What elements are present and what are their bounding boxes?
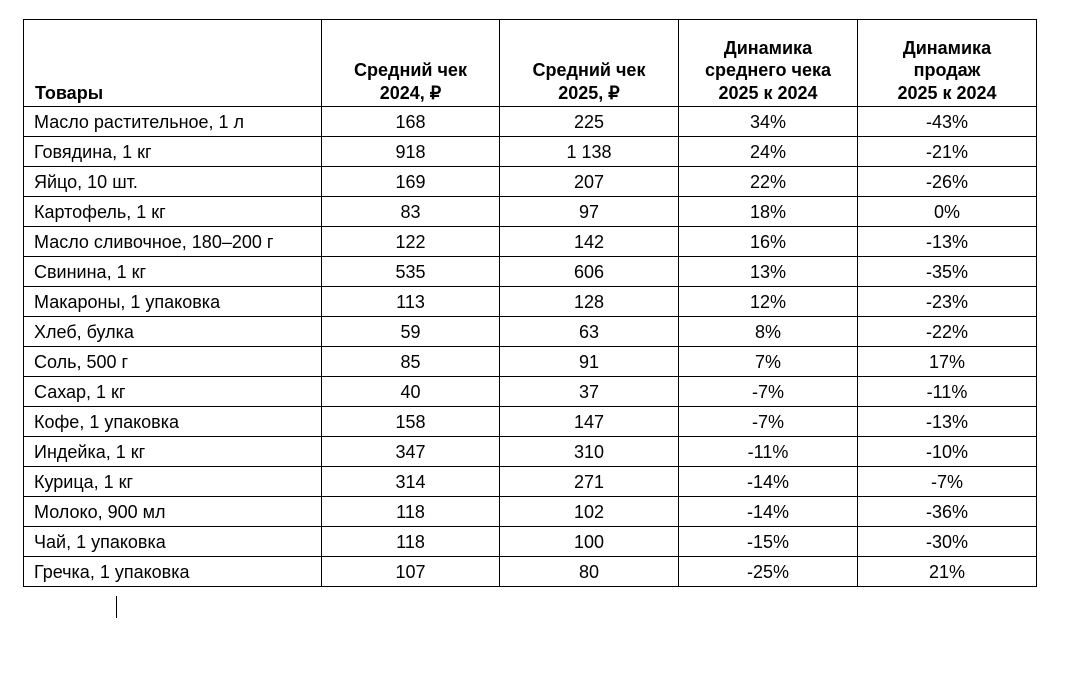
cell-avg-2024[interactable]: 168: [322, 107, 500, 137]
table-row: [24, 107, 1037, 137]
cell-avg-2024[interactable]: 118: [322, 527, 500, 557]
cell-avg-change[interactable]: 13%: [679, 257, 858, 287]
cell-avg-2025[interactable]: 142: [500, 227, 679, 257]
cell-avg-2025[interactable]: 63: [500, 317, 679, 347]
cell-sales-change[interactable]: -21%: [858, 137, 1037, 167]
cell-goods-name[interactable]: Соль, 500 г: [24, 347, 322, 377]
cell-goods-name[interactable]: Масло сливочное, 180–200 г: [24, 227, 322, 257]
cell-avg-change[interactable]: 34%: [679, 107, 858, 137]
cell-avg-2024[interactable]: 83: [322, 197, 500, 227]
header-goods-label: Товары: [35, 82, 104, 103]
cell-sales-change[interactable]: -26%: [858, 167, 1037, 197]
cell-sales-change[interactable]: -11%: [858, 377, 1037, 407]
table-header: [24, 20, 1037, 107]
table-row: [24, 257, 1037, 287]
table-row: [24, 497, 1037, 527]
cell-avg-2025[interactable]: 102: [500, 497, 679, 527]
cell-avg-change[interactable]: 8%: [679, 317, 858, 347]
cell-avg-change[interactable]: 22%: [679, 167, 858, 197]
cell-avg-2025[interactable]: 37: [500, 377, 679, 407]
table-row: [24, 347, 1037, 377]
header-avg-change[interactable]: Динамика среднего чека 2025 к 2024: [679, 20, 858, 107]
cell-sales-change[interactable]: -13%: [858, 227, 1037, 257]
cell-sales-change[interactable]: -22%: [858, 317, 1037, 347]
cell-avg-change[interactable]: -11%: [679, 437, 858, 467]
cell-avg-change[interactable]: -25%: [679, 557, 858, 587]
cell-avg-2025[interactable]: 271: [500, 467, 679, 497]
cell-goods-name[interactable]: Чай, 1 упаковка: [24, 527, 322, 557]
text-cursor: [116, 596, 117, 618]
cell-avg-2024[interactable]: 118: [322, 497, 500, 527]
table-row: [24, 377, 1037, 407]
cell-avg-2024[interactable]: 347: [322, 437, 500, 467]
cell-avg-change[interactable]: -7%: [679, 407, 858, 437]
cell-avg-2024[interactable]: 314: [322, 467, 500, 497]
cell-sales-change[interactable]: -13%: [858, 407, 1037, 437]
cell-avg-change[interactable]: -7%: [679, 377, 858, 407]
cell-avg-2025[interactable]: 147: [500, 407, 679, 437]
cell-goods-name[interactable]: Масло растительное, 1 л: [24, 107, 322, 137]
table-row: [24, 167, 1037, 197]
cell-goods-name[interactable]: Яйцо, 10 шт.: [24, 167, 322, 197]
cell-avg-2024[interactable]: 113: [322, 287, 500, 317]
table-row: [24, 137, 1037, 167]
cell-goods-name[interactable]: Картофель, 1 кг: [24, 197, 322, 227]
cell-avg-change[interactable]: -14%: [679, 467, 858, 497]
cell-goods-name[interactable]: Хлеб, булка: [24, 317, 322, 347]
table-row: [24, 437, 1037, 467]
cell-avg-2024[interactable]: 40: [322, 377, 500, 407]
cell-goods-name[interactable]: Макароны, 1 упаковка: [24, 287, 322, 317]
cell-sales-change[interactable]: -7%: [858, 467, 1037, 497]
table-row: [24, 317, 1037, 347]
price-comparison-table: [23, 19, 1037, 587]
cell-avg-2024[interactable]: 85: [322, 347, 500, 377]
cell-sales-change[interactable]: 0%: [858, 197, 1037, 227]
table-row: [24, 557, 1037, 587]
cell-goods-name[interactable]: Курица, 1 кг: [24, 467, 322, 497]
cell-sales-change[interactable]: -30%: [858, 527, 1037, 557]
cell-goods-name[interactable]: Свинина, 1 кг: [24, 257, 322, 287]
cell-goods-name[interactable]: Гречка, 1 упаковка: [24, 557, 322, 587]
header-sales-change[interactable]: Динамика продаж 2025 к 2024: [858, 20, 1037, 107]
cell-avg-change[interactable]: 16%: [679, 227, 858, 257]
table-row: [24, 467, 1037, 497]
cell-avg-2025[interactable]: 91: [500, 347, 679, 377]
cell-avg-2025[interactable]: 97: [500, 197, 679, 227]
cell-avg-2024[interactable]: 169: [322, 167, 500, 197]
table-row: [24, 227, 1037, 257]
table-row: [24, 407, 1037, 437]
cell-avg-change[interactable]: -15%: [679, 527, 858, 557]
cell-avg-2025[interactable]: 310: [500, 437, 679, 467]
cell-avg-2025[interactable]: 606: [500, 257, 679, 287]
cell-sales-change[interactable]: 17%: [858, 347, 1037, 377]
cell-sales-change[interactable]: -23%: [858, 287, 1037, 317]
cell-avg-2024[interactable]: 918: [322, 137, 500, 167]
cell-sales-change[interactable]: -35%: [858, 257, 1037, 287]
cell-avg-2024[interactable]: 535: [322, 257, 500, 287]
cell-avg-change[interactable]: 12%: [679, 287, 858, 317]
header-goods[interactable]: [24, 20, 322, 107]
cell-avg-change[interactable]: -14%: [679, 497, 858, 527]
cell-avg-2024[interactable]: 107: [322, 557, 500, 587]
header-avg-2025[interactable]: Средний чек 2025, ₽: [500, 20, 679, 107]
cell-avg-2025[interactable]: 80: [500, 557, 679, 587]
cell-avg-2025[interactable]: 207: [500, 167, 679, 197]
table-body: [24, 107, 1037, 587]
cell-avg-2024[interactable]: 122: [322, 227, 500, 257]
cell-avg-2025[interactable]: 128: [500, 287, 679, 317]
cell-goods-name[interactable]: Индейка, 1 кг: [24, 437, 322, 467]
table-row: [24, 197, 1037, 227]
cell-sales-change[interactable]: -36%: [858, 497, 1037, 527]
cell-avg-change[interactable]: 18%: [679, 197, 858, 227]
table-row: [24, 287, 1037, 317]
cell-avg-2025[interactable]: 1 138: [500, 137, 679, 167]
cell-goods-name[interactable]: Кофе, 1 упаковка: [24, 407, 322, 437]
cell-goods-name[interactable]: Говядина, 1 кг: [24, 137, 322, 167]
cell-sales-change[interactable]: -43%: [858, 107, 1037, 137]
cell-sales-change[interactable]: -10%: [858, 437, 1037, 467]
cell-avg-change[interactable]: 24%: [679, 137, 858, 167]
header-avg-2024[interactable]: Средний чек 2024, ₽: [322, 20, 500, 107]
cell-avg-change[interactable]: 7%: [679, 347, 858, 377]
cell-sales-change[interactable]: 21%: [858, 557, 1037, 587]
cell-avg-2025[interactable]: 225: [500, 107, 679, 137]
cell-goods-name[interactable]: Молоко, 900 мл: [24, 497, 322, 527]
cell-avg-2024[interactable]: 158: [322, 407, 500, 437]
cell-goods-name[interactable]: Сахар, 1 кг: [24, 377, 322, 407]
table-row: [24, 527, 1037, 557]
cell-avg-2024[interactable]: 59: [322, 317, 500, 347]
cell-avg-2025[interactable]: 100: [500, 527, 679, 557]
header-row: [24, 20, 1037, 107]
